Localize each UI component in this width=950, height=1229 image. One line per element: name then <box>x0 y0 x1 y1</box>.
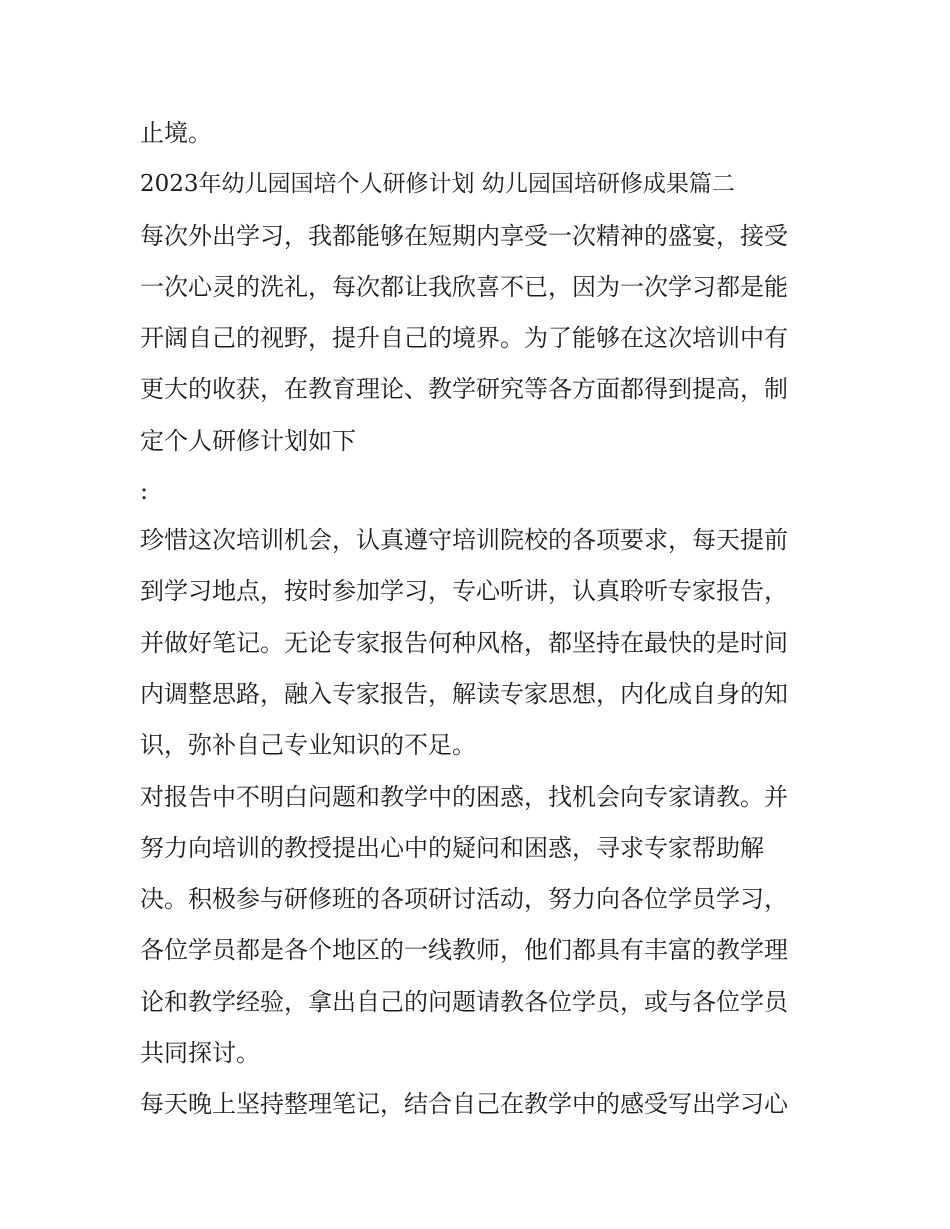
text-line: 到学习地点，按时参加学习，专心听讲，认真聆听专家报告， <box>140 577 788 606</box>
document-body <box>140 108 820 1131</box>
text-line: 识，弥补自己专业知识的不足。 <box>140 731 476 760</box>
text-line: 定个人研修计划如下 <box>140 426 356 455</box>
text-line: : <box>140 477 149 506</box>
text-line: 内调整思路，融入专家报告，解读专家思想，内化成自身的知 <box>140 679 788 708</box>
text-line: 决。积极参与研修班的各项研讨活动，努力向各位学员学习， <box>140 885 788 914</box>
text-line: 共同探讨。 <box>140 1039 260 1068</box>
text-line: 更大的收获，在教育理论、教学研究等各方面都得到提高，制 <box>140 375 788 404</box>
text-line: 开阔自己的视野，提升自己的境界。为了能够在这次培训中有 <box>140 324 788 353</box>
text-line: 每天晚上坚持整理笔记，结合自己在教学中的感受写出学习心 <box>140 1090 788 1119</box>
text-line: 并做好笔记。无论专家报告何种风格，都坚持在最快的是时间 <box>140 628 788 657</box>
text-line: 止境。 <box>140 119 212 147</box>
text-line: 一次心灵的洗礼，每次都让我欣喜不已，因为一次学习都是能 <box>140 272 788 301</box>
text-line: 珍惜这次培训机会，认真遵守培训院校的各项要求，每天提前 <box>140 526 788 555</box>
text-line: 各位学员都是各个地区的一线教师，他们都具有丰富的教学理 <box>140 936 788 965</box>
text-line: 论和教学经验，拿出自己的问题请教各位学员，或与各位学员 <box>140 987 788 1016</box>
text-line: 努力向培训的教授提出心中的疑问和困惑，寻求专家帮助解 <box>140 833 764 862</box>
text-line: 对报告中不明白问题和教学中的困惑，找机会向专家请教。并 <box>140 782 788 811</box>
section-heading: 2023年幼儿园国培个人研修计划 幼儿园国培研修成果篇二 <box>140 171 735 198</box>
text-line: 每次外出学习，我都能够在短期内享受一次精神的盛宴，接受 <box>140 221 788 250</box>
